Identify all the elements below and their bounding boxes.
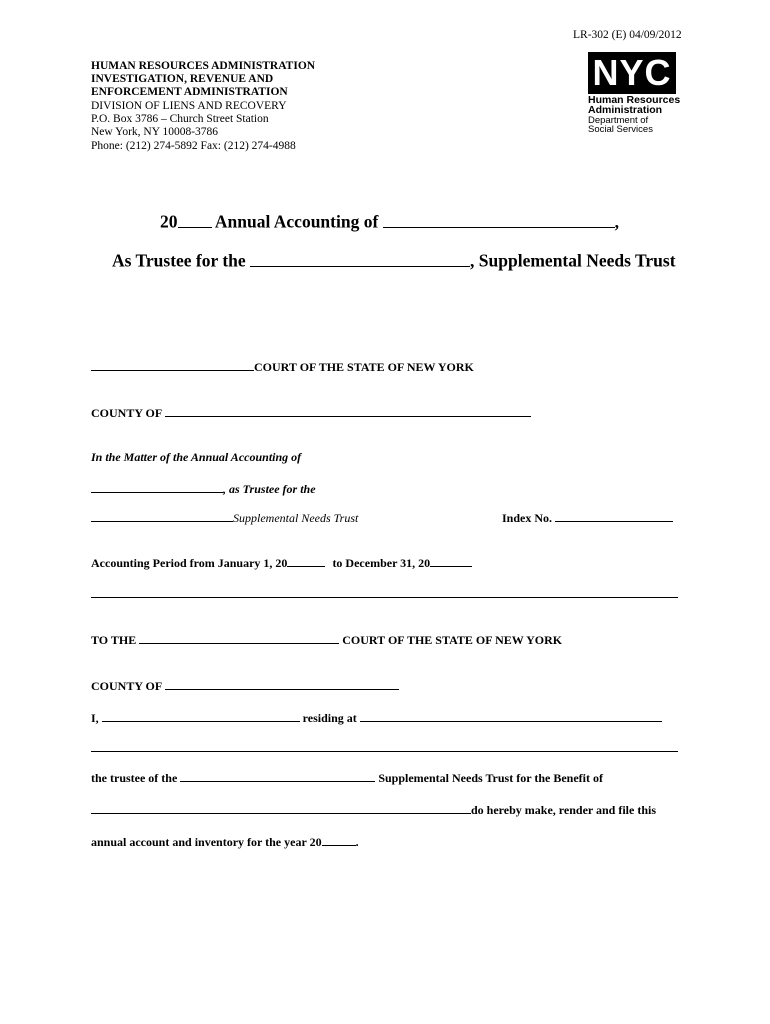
address-blank[interactable] [360, 709, 662, 722]
period-from-label: Accounting Period from January 1, 20 [91, 556, 288, 570]
county-of-label: COUNTY OF [91, 406, 162, 420]
form-number: LR-302 (E) 04/09/2012 [573, 29, 682, 41]
beneficiary-blank[interactable] [91, 801, 471, 814]
to-the-line [91, 631, 562, 648]
logo-dss-line1: Department of [588, 115, 649, 126]
trustee-of-line [91, 769, 603, 786]
title-line-2 [112, 248, 676, 272]
logo-hra-line1: Human Resources [588, 94, 681, 106]
i-residing-line [91, 709, 662, 726]
city-zip: New York, NY 10008-3786 [91, 126, 219, 138]
to-the-label: TO THE [91, 633, 137, 647]
agency-subdivision-2: ENFORCEMENT ADMINISTRATION [91, 86, 288, 98]
in-the-matter: In the Matter of the Annual Accounting of [91, 450, 302, 464]
account-year-blank[interactable] [322, 833, 356, 846]
county-blank-2[interactable] [165, 677, 399, 690]
index-no-label: Index No. [502, 511, 553, 525]
to-court-blank[interactable] [139, 631, 339, 644]
logo-hra-line2: Administration [588, 104, 663, 116]
end-period: . [355, 835, 359, 849]
annual-account-label: annual account and inventory for the year 20 [91, 835, 322, 849]
index-no-blank[interactable] [555, 509, 673, 522]
i-name-blank[interactable] [102, 709, 300, 722]
i-label: I, [91, 711, 99, 725]
phone-fax: Phone: (212) 274-5892 Fax: (212) 274-4988 [91, 140, 296, 152]
title-year-prefix: 20 [160, 211, 178, 232]
snt-benefit-label: Supplemental Needs Trust for the Benefit of [378, 771, 603, 785]
trustee-of-label: the trustee of the [91, 771, 178, 785]
do-hereby-label: do hereby make, render and file this [471, 803, 657, 817]
county-line-1 [91, 404, 531, 421]
court-name-blank[interactable] [91, 358, 254, 371]
address-continuation-line[interactable] [91, 751, 678, 752]
logo-dss-line2: Social Services [588, 124, 653, 135]
beneficiary-line [91, 801, 656, 818]
trust-name-blank[interactable] [180, 769, 375, 782]
index-no-line [502, 509, 673, 526]
agency-subdivision: INVESTIGATION, REVENUE AND [91, 73, 274, 85]
residing-at-label: residing at [302, 711, 357, 725]
title-line-1 [160, 209, 619, 233]
division-name: DIVISION OF LIENS AND RECOVERY [91, 100, 287, 112]
annual-account-line [91, 833, 359, 850]
snt-line [91, 509, 358, 526]
nyc-logo: NYC [588, 52, 676, 94]
accounting-period [91, 554, 472, 571]
county-of-label-2: COUNTY OF [91, 679, 162, 693]
title-trust-name-blank[interactable] [250, 248, 470, 267]
title-name-blank[interactable] [383, 209, 615, 228]
period-from-year-blank[interactable] [287, 554, 325, 567]
court-of-state: COURT OF THE STATE OF NEW YORK [254, 360, 474, 374]
title-snt: , Supplemental Needs Trust [470, 250, 676, 271]
trustee-name-blank[interactable] [91, 480, 223, 493]
trustee-line [91, 480, 316, 497]
period-to-year-blank[interactable] [430, 554, 472, 567]
title-comma: , [614, 211, 620, 232]
snt-name-blank[interactable] [91, 509, 233, 522]
body-court-of-state: COURT OF THE STATE OF NEW YORK [342, 633, 563, 647]
county-line-2 [91, 677, 399, 694]
title-trustee-for: As Trustee for the [112, 250, 246, 271]
title-year-blank[interactable] [178, 209, 212, 228]
county-blank-1[interactable] [165, 404, 531, 417]
court-line [91, 358, 474, 375]
caption-divider [91, 597, 678, 598]
period-to-label: to December 31, 20 [332, 556, 431, 570]
po-box: P.O. Box 3786 – Church Street Station [91, 113, 269, 125]
agency-name: HUMAN RESOURCES ADMINISTRATION [91, 60, 316, 72]
as-trustee-for: , as Trustee for the [223, 482, 316, 496]
title-annual-accounting: Annual Accounting of [214, 211, 379, 232]
snt-caption: Supplemental Needs Trust [233, 511, 359, 525]
